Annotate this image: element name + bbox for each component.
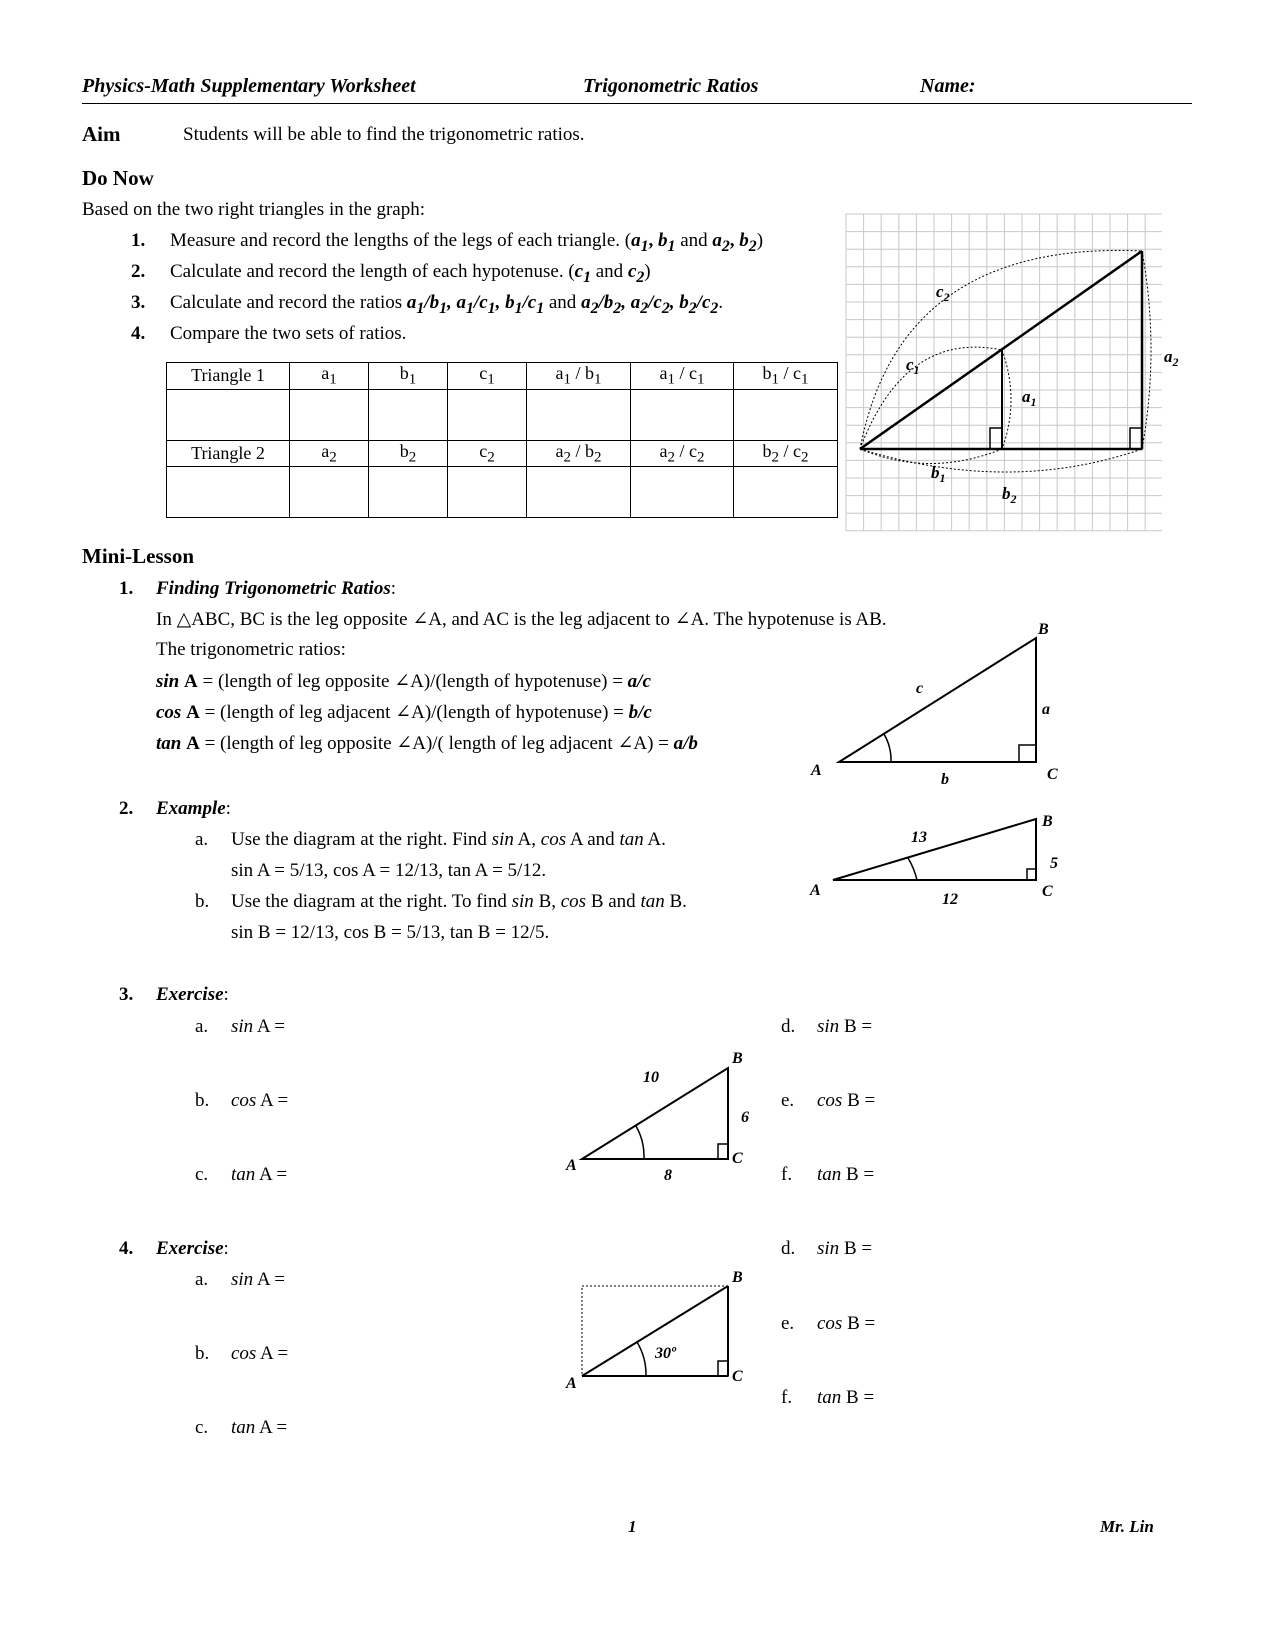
table-cell: $b_1$ [369, 363, 448, 390]
item-title: Exercise: [156, 1238, 229, 1259]
side-opp: 5 [1050, 855, 1058, 872]
exercise4-sin-b[interactable]: d. sin B = [781, 1238, 873, 1259]
aim-text: Students will be able to find the trigonometric ratios. [183, 124, 585, 145]
item-number: 4. [119, 1238, 134, 1259]
item-title: Finding Trigonometric Ratios: [156, 578, 397, 599]
sub-letter: a. [195, 829, 209, 850]
item-title: Example: [156, 798, 231, 819]
label-a2: $a_2$ [1164, 347, 1179, 369]
header-left: Physics-Math Supplementary Worksheet [82, 75, 416, 97]
step-number: 2. [131, 261, 146, 282]
exercise4-sin-a[interactable]: a. sin A = [195, 1269, 286, 1290]
table-cell: $a_1$ [290, 363, 369, 390]
table-cell: $a_1 / c_1$ [631, 363, 734, 390]
exercise4-tan-a[interactable]: c. tan A = [195, 1417, 288, 1438]
example-a-text: Use the diagram at the right. Find sin A, cos A and tan A. [231, 829, 666, 850]
lesson-line: In △ABC, BC is the leg opposite ∠A, and AC is the leg adjacent to ∠A. The hypotenuse is AB. [156, 609, 887, 630]
lesson-line: The trigonometric ratios: [156, 639, 346, 660]
aim-label: Aim [82, 122, 121, 146]
label-b2: $b_2$ [1002, 484, 1017, 506]
page-number: 1 [628, 1517, 637, 1536]
step-text: Compare the two sets of ratios. [170, 323, 407, 344]
vertex-b: B [1042, 813, 1053, 830]
vertex-c: C [732, 1368, 743, 1385]
table-cell: $a_2$ [290, 440, 369, 467]
vertex-b: B [732, 1050, 743, 1067]
label-b1: $b_1$ [931, 463, 946, 485]
step-text: Calculate and record the ratios $a_1/b_1$, $a_1/c_1$, $b_1/c_1$ and $a_2/b_2$, $a_2/c_2$, $b_2/c_2$. [170, 292, 724, 317]
cos-definition: cos A = (length of leg adjacent ∠A)/(length of hypotenuse) = b/c [156, 702, 652, 723]
exercise4-tan-b[interactable]: f. tan B = [781, 1387, 875, 1408]
table-cell: $a_1 / b_1$ [527, 363, 631, 390]
item-number: 2. [119, 798, 134, 819]
step-text: Measure and record the lengths of the legs of each triangle. ($a_1$, $b_1$ and $a_2$, $b_2$) [170, 230, 764, 255]
exercise4-cos-a[interactable]: b. cos A = [195, 1343, 289, 1364]
vertex-a: A [810, 882, 821, 899]
side-c: c [916, 680, 924, 697]
vertex-c: C [1042, 883, 1053, 900]
side-adj: 8 [664, 1167, 672, 1184]
mini-lesson-title: Mini-Lesson [82, 544, 195, 568]
table-cell: $b_2$ [369, 440, 448, 467]
sin-definition: sin A = (length of leg opposite ∠A)/(length of hypotenuse) = a/c [156, 671, 651, 692]
vertex-b: B [1038, 621, 1049, 638]
label-c1: $c_1$ [906, 355, 920, 377]
example-b-text: Use the diagram at the right. To find sin B, cos B and tan B. [231, 891, 687, 912]
vertex-a: A [566, 1375, 577, 1392]
vertex-a: A [811, 762, 822, 779]
vertex-c: C [1047, 766, 1058, 783]
label-c2: $c_2$ [936, 282, 950, 304]
vertex-b: B [732, 1269, 743, 1286]
table-cell: $c_2$ [448, 440, 527, 467]
item-title: Exercise: [156, 984, 229, 1005]
exercise-sin-b[interactable]: d. sin B = [781, 1016, 873, 1037]
side-b: b [941, 771, 949, 788]
vertex-c: C [732, 1150, 743, 1167]
item-number: 3. [119, 984, 134, 1005]
exercise-cos-a[interactable]: b. cos A = [195, 1090, 289, 1111]
exercise-cos-b[interactable]: e. cos B = [781, 1090, 876, 1111]
header-center: Trigonometric Ratios [583, 75, 759, 97]
table-cell: $c_1$ [448, 363, 527, 390]
table-cell: Triangle 2 [167, 440, 290, 467]
table-cell: Triangle 1 [167, 363, 290, 390]
label-a1: $a_1$ [1022, 387, 1037, 409]
side-adj: 12 [942, 891, 958, 908]
table-cell: $b_2 / c_2$ [734, 440, 838, 467]
side-a: a [1042, 701, 1050, 718]
side-opp: 6 [741, 1109, 749, 1126]
exercise4-cos-b[interactable]: e. cos B = [781, 1313, 876, 1334]
sub-letter: b. [195, 891, 210, 912]
step-number: 1. [131, 230, 146, 251]
table-cell: $a_2 / c_2$ [631, 440, 734, 467]
side-hyp: 13 [911, 829, 927, 846]
exercise-sin-a[interactable]: a. sin A = [195, 1016, 286, 1037]
table-cell: $b_1 / c_1$ [734, 363, 838, 390]
header-right: Name: [920, 75, 976, 97]
exercise-tan-b[interactable]: f. tan B = [781, 1164, 875, 1185]
step-text: Calculate and record the length of each hypotenuse. ($c_1$ and $c_2$) [170, 261, 651, 286]
exercise-tan-a[interactable]: c. tan A = [195, 1164, 288, 1185]
angle-label: 30º [655, 1345, 676, 1362]
example-b-answer: sin B = 12/13, cos B = 5/13, tan B = 12/5. [231, 922, 550, 943]
do-now-intro: Based on the two right triangles in the graph: [82, 199, 425, 220]
table-cell: $a_2 / b_2$ [527, 440, 631, 467]
vertex-a: A [566, 1157, 577, 1174]
do-now-title: Do Now [82, 166, 154, 190]
step-number: 3. [131, 292, 146, 313]
author: Mr. Lin [1100, 1517, 1154, 1536]
side-hyp: 10 [643, 1069, 659, 1086]
tan-definition: tan A = (length of leg opposite ∠A)/( length of leg adjacent ∠A) = a/b [156, 733, 698, 754]
example-a-answer: sin A = 5/13, cos A = 12/13, tan A = 5/12. [231, 860, 547, 881]
step-number: 4. [131, 323, 146, 344]
item-number: 1. [119, 578, 134, 599]
